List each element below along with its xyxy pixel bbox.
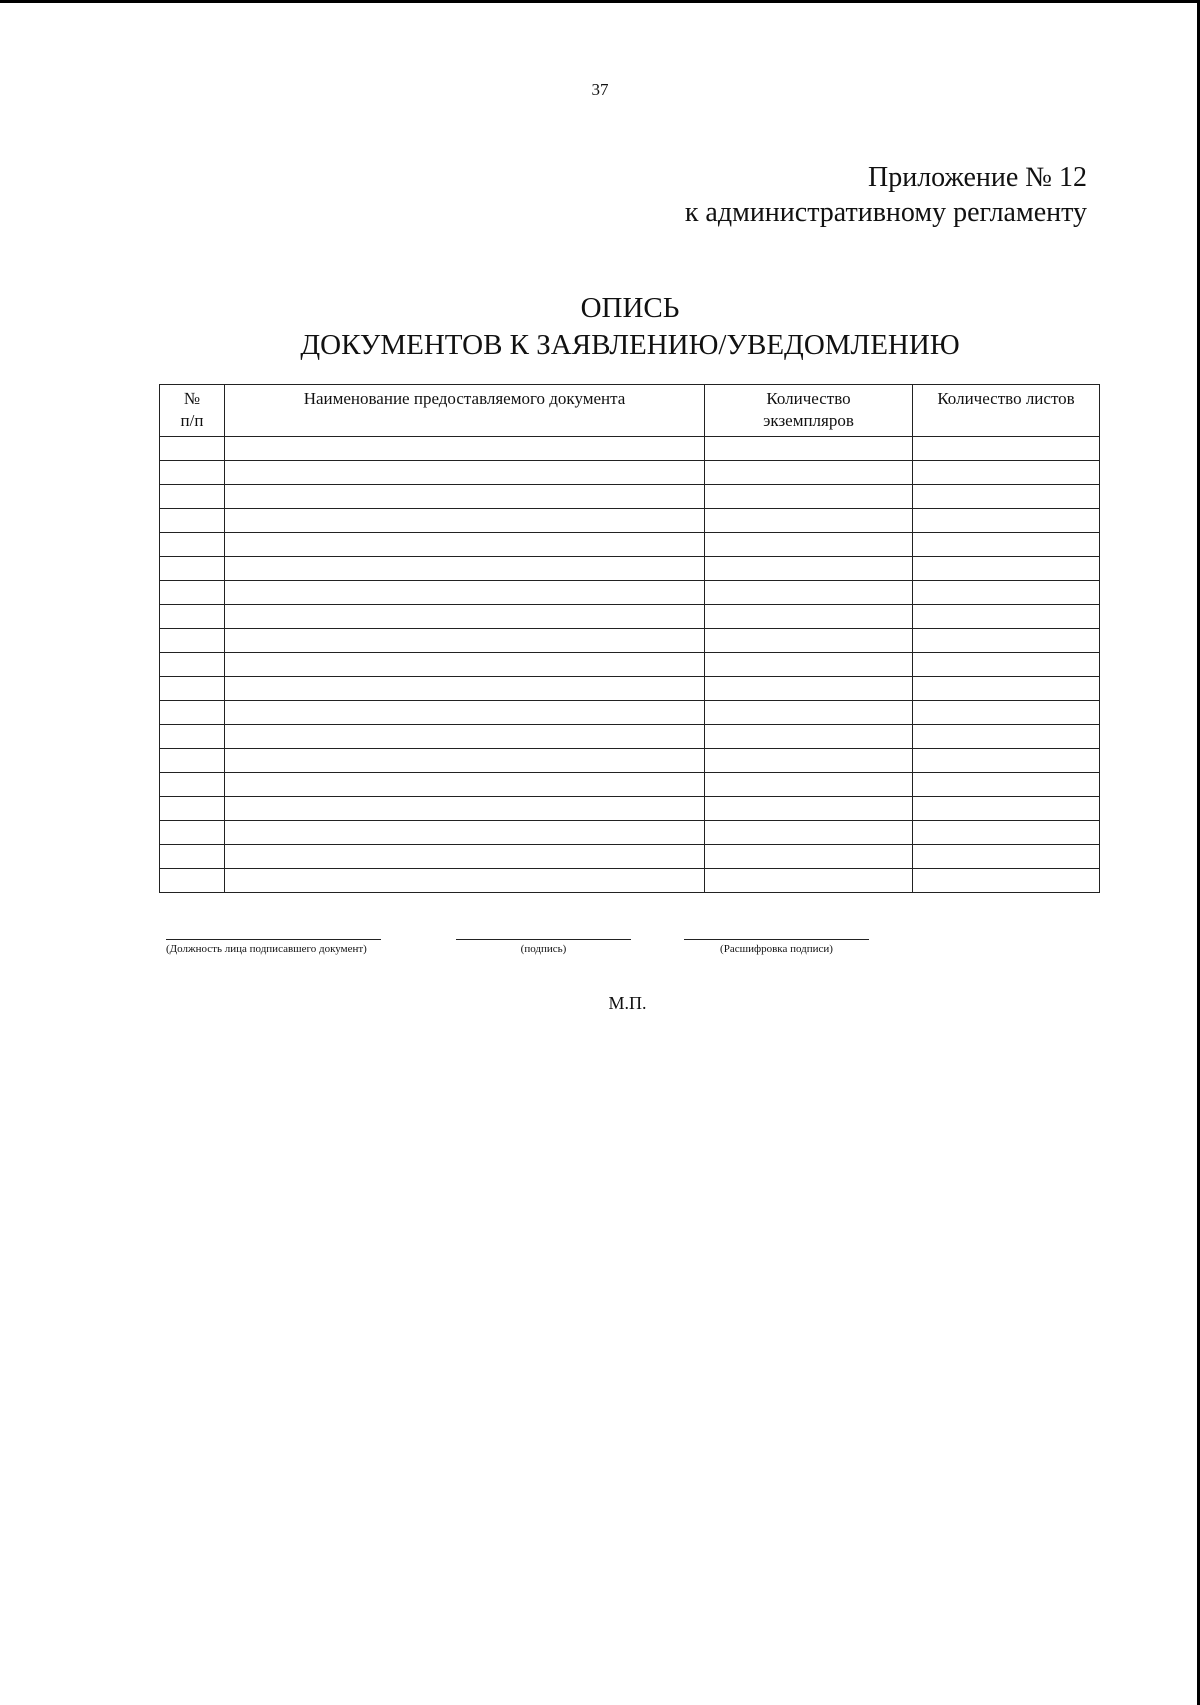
header-number-line-1: №: [183, 389, 201, 408]
cell-copies: [705, 485, 913, 509]
table-row: [160, 437, 1100, 461]
cell-number: [160, 461, 225, 485]
cell-document-name: [225, 461, 705, 485]
table-row: [160, 797, 1100, 821]
table-row: [160, 629, 1100, 653]
cell-number: [160, 629, 225, 653]
scan-border-top: [0, 0, 1200, 3]
cell-number: [160, 701, 225, 725]
table-header-row: [160, 385, 1100, 437]
cell-document-name: [225, 773, 705, 797]
table-row: [160, 653, 1100, 677]
cell-document-name: [225, 557, 705, 581]
cell-copies: [705, 533, 913, 557]
decode-label: (Расшифровка подписи): [720, 943, 833, 955]
table-row: [160, 701, 1100, 725]
table-row: [160, 605, 1100, 629]
signature-block: [456, 939, 631, 955]
header-copies-line-1: Количество: [766, 389, 851, 408]
cell-copies: [705, 461, 913, 485]
cell-document-name: [225, 533, 705, 557]
cell-copies: [705, 869, 913, 893]
table-row: [160, 485, 1100, 509]
cell-sheets: [913, 629, 1100, 653]
table-row: [160, 677, 1100, 701]
table-row: [160, 821, 1100, 845]
appendix-note: [685, 160, 1087, 230]
cell-number: [160, 797, 225, 821]
cell-document-name: [225, 437, 705, 461]
cell-document-name: [225, 821, 705, 845]
cell-number: [160, 749, 225, 773]
appendix-line-1: Приложение № 12: [868, 162, 1087, 193]
cell-number: [160, 653, 225, 677]
cell-sheets: [913, 725, 1100, 749]
cell-sheets: [913, 485, 1100, 509]
cell-copies: [705, 629, 913, 653]
cell-number: [160, 533, 225, 557]
cell-copies: [705, 509, 913, 533]
cell-document-name: [225, 797, 705, 821]
cell-copies: [705, 845, 913, 869]
cell-copies: [705, 773, 913, 797]
cell-sheets: [913, 677, 1100, 701]
cell-sheets: [913, 653, 1100, 677]
cell-document-name: [225, 869, 705, 893]
signature-label: (подпись): [520, 943, 567, 955]
cell-document-name: [225, 485, 705, 509]
cell-sheets: [913, 869, 1100, 893]
cell-document-name: [225, 605, 705, 629]
cell-number: [160, 437, 225, 461]
cell-number: [160, 869, 225, 893]
table-row: [160, 557, 1100, 581]
documents-table: [159, 384, 1100, 893]
cell-sheets: [913, 773, 1100, 797]
cell-document-name: [225, 725, 705, 749]
cell-sheets: [913, 845, 1100, 869]
cell-number: [160, 581, 225, 605]
cell-number: [160, 677, 225, 701]
cell-sheets: [913, 821, 1100, 845]
table-row: [160, 869, 1100, 893]
cell-document-name: [225, 653, 705, 677]
table-row: [160, 749, 1100, 773]
header-copies-line-2: экземпляров: [763, 411, 854, 430]
cell-sheets: [913, 533, 1100, 557]
cell-copies: [705, 797, 913, 821]
signature-position-block: [166, 939, 381, 955]
cell-copies: [705, 653, 913, 677]
cell-sheets: [913, 749, 1100, 773]
signature-decode-block: [684, 939, 869, 955]
cell-sheets: [913, 581, 1100, 605]
cell-sheets: [913, 437, 1100, 461]
table-row: [160, 509, 1100, 533]
cell-number: [160, 821, 225, 845]
table-row: [160, 725, 1100, 749]
table-row: [160, 581, 1100, 605]
cell-copies: [705, 581, 913, 605]
position-label: (Должность лица подписавшего документ): [166, 943, 367, 955]
header-number: [160, 385, 225, 437]
cell-number: [160, 605, 225, 629]
cell-sheets: [913, 797, 1100, 821]
table-row: [160, 533, 1100, 557]
title-line-1: ОПИСЬ: [580, 292, 680, 324]
cell-document-name: [225, 509, 705, 533]
header-copies: [705, 385, 913, 437]
table-row: [160, 773, 1100, 797]
cell-document-name: [225, 677, 705, 701]
cell-copies: [705, 725, 913, 749]
cell-document-name: [225, 701, 705, 725]
document-title: [0, 290, 1200, 364]
cell-copies: [705, 437, 913, 461]
cell-document-name: [225, 629, 705, 653]
cell-number: [160, 845, 225, 869]
page-number: 37: [591, 80, 609, 99]
cell-number: [160, 773, 225, 797]
cell-copies: [705, 749, 913, 773]
cell-number: [160, 485, 225, 509]
cell-sheets: [913, 557, 1100, 581]
cell-number: [160, 725, 225, 749]
title-line-2: ДОКУМЕНТОВ К ЗАЯВЛЕНИЮ/УВЕДОМЛЕНИЮ: [300, 329, 960, 361]
cell-copies: [705, 821, 913, 845]
cell-document-name: [225, 581, 705, 605]
table-body: [160, 437, 1100, 893]
cell-copies: [705, 677, 913, 701]
cell-sheets: [913, 461, 1100, 485]
table-row: [160, 845, 1100, 869]
cell-document-name: [225, 749, 705, 773]
cell-number: [160, 509, 225, 533]
cell-sheets: [913, 605, 1100, 629]
appendix-line-2: к административному регламенту: [684, 197, 1087, 228]
header-document-name: Наименование предоставляемого документа: [225, 385, 705, 437]
cell-sheets: [913, 509, 1100, 533]
cell-number: [160, 557, 225, 581]
cell-copies: [705, 701, 913, 725]
cell-copies: [705, 605, 913, 629]
header-sheets: Количество листов: [913, 385, 1100, 437]
cell-copies: [705, 557, 913, 581]
cell-document-name: [225, 845, 705, 869]
table-row: [160, 461, 1100, 485]
cell-sheets: [913, 701, 1100, 725]
stamp-place: М.П.: [608, 993, 647, 1013]
header-number-line-2: п/п: [180, 411, 204, 430]
